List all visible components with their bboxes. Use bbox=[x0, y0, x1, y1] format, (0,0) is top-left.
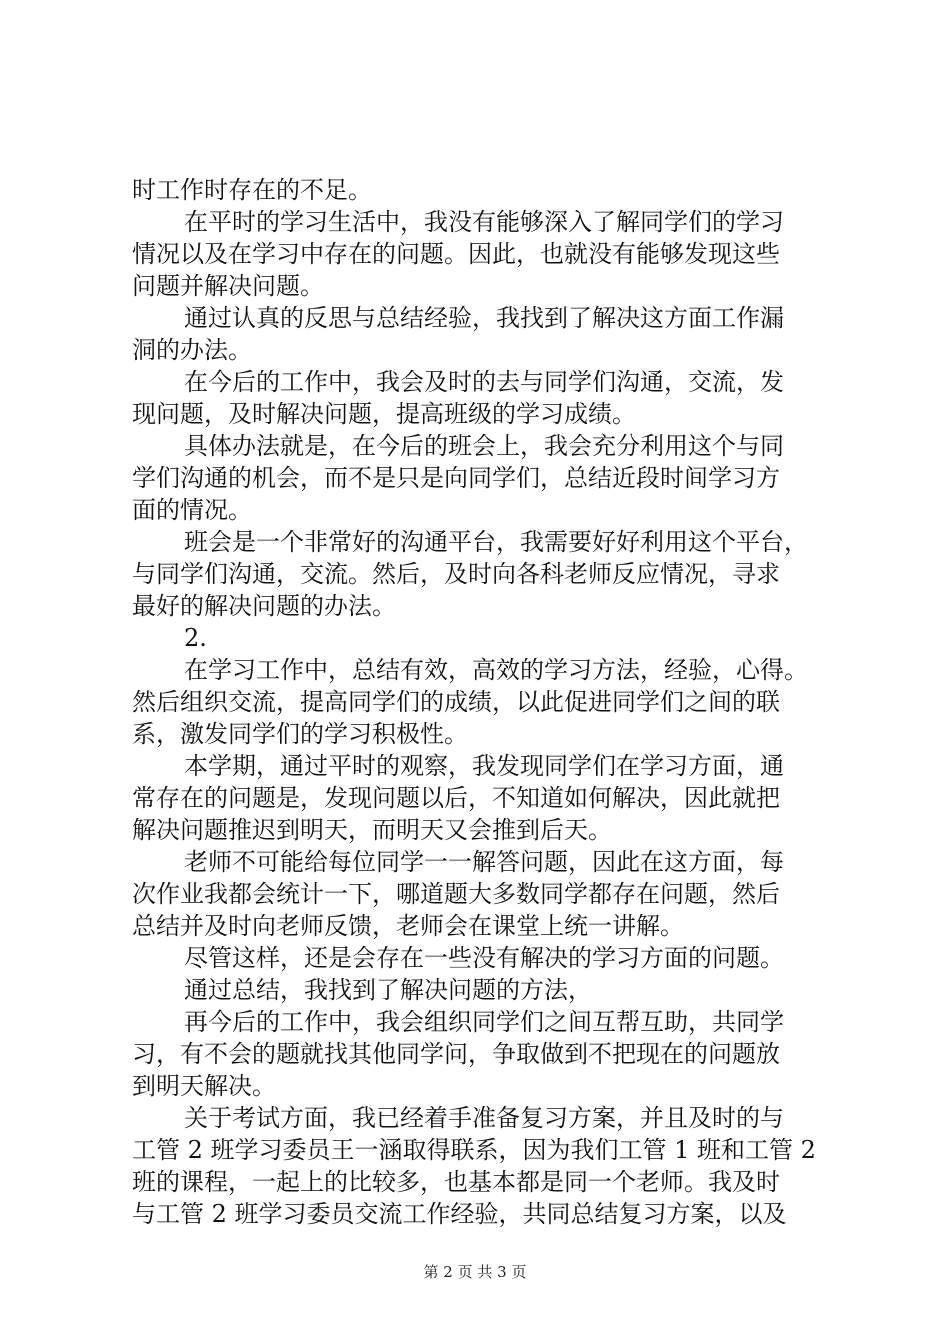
text-line: 老师不可能给每位同学一一解答问题，因此在这方面，每 bbox=[184, 848, 784, 876]
text-line: 最好的解决问题的办法。 bbox=[132, 592, 396, 620]
text-line: 通过总结，我找到了解决问题的方法， bbox=[184, 976, 592, 1004]
text-line: 与同学们沟通，交流。然后，及时向各科老师反应情况，寻求 bbox=[132, 560, 780, 588]
text-line: 工管 2 班学习委员王一涵取得联系，因为我们工管 1 班和工管 2 bbox=[132, 1136, 816, 1164]
text-line: 问题并解决问题。 bbox=[132, 272, 324, 300]
text-line: 再今后的工作中，我会组织同学们之间互帮互助，共同学 bbox=[184, 1008, 784, 1036]
text-line: 现问题，及时解决问题，提高班级的学习成绩。 bbox=[132, 400, 636, 428]
text-line: 本学期，通过平时的观察，我发现同学们在学习方面，通 bbox=[184, 752, 784, 780]
text-line: 习，有不会的题就找其他同学问，争取做到不把现在的问题放 bbox=[132, 1040, 780, 1068]
page-footer bbox=[0, 1262, 950, 1282]
text-line: 学们沟通的机会，而不是只是向同学们，总结近段时间学习方 bbox=[132, 464, 780, 492]
text-line: 解决问题推迟到明天，而明天又会推到后天。 bbox=[132, 816, 612, 844]
text-line: 具体办法就是，在今后的班会上，我会充分利用这个与同 bbox=[184, 432, 784, 460]
text-line: 到明天解决。 bbox=[132, 1072, 276, 1100]
text-line: 洞的办法。 bbox=[132, 336, 252, 364]
text-line: 班会是一个非常好的沟通平台，我需要好好利用这个平台， bbox=[184, 528, 808, 556]
text-line: 时工作时存在的不足。 bbox=[132, 176, 372, 204]
text-line: 与工管 2 班学习委员交流工作经验，共同总结复习方案，以及 bbox=[132, 1200, 787, 1228]
text-line: 在今后的工作中，我会及时的去与同学们沟通，交流，发 bbox=[184, 368, 784, 396]
text-line: 常存在的问题是，发现问题以后，不知道如何解决，因此就把 bbox=[132, 784, 780, 812]
text-line: 2. bbox=[184, 624, 207, 652]
text-line: 关于考试方面，我已经着手准备复习方案，并且及时的与 bbox=[184, 1104, 784, 1132]
text-line: 通过认真的反思与总结经验，我找到了解决这方面工作漏 bbox=[184, 304, 784, 332]
text-line: 在学习工作中，总结有效，高效的学习方法，经验，心得。 bbox=[184, 656, 808, 684]
text-line: 尽管这样，还是会存在一些没有解决的学习方面的问题。 bbox=[184, 944, 784, 972]
page-number-label: 第 2 页 共 3 页 bbox=[423, 1263, 527, 1281]
text-line: 然后组织交流，提高同学们的成绩，以此促进同学们之间的联 bbox=[132, 688, 780, 716]
text-line: 在平时的学习生活中，我没有能够深入了解同学们的学习 bbox=[184, 208, 784, 236]
text-line: 系，激发同学们的学习积极性。 bbox=[132, 720, 468, 748]
text-line: 情况以及在学习中存在的问题。因此，也就没有能够发现这些 bbox=[132, 240, 780, 268]
text-line: 班的课程，一起上的比较多，也基本都是同一个老师。我及时 bbox=[132, 1168, 780, 1196]
text-line: 次作业我都会统计一下，哪道题大多数同学都存在问题，然后 bbox=[132, 880, 780, 908]
text-line: 面的情况。 bbox=[132, 496, 252, 524]
document-body bbox=[132, 174, 852, 1230]
text-line: 总结并及时向老师反馈，老师会在课堂上统一讲解。 bbox=[132, 912, 684, 940]
